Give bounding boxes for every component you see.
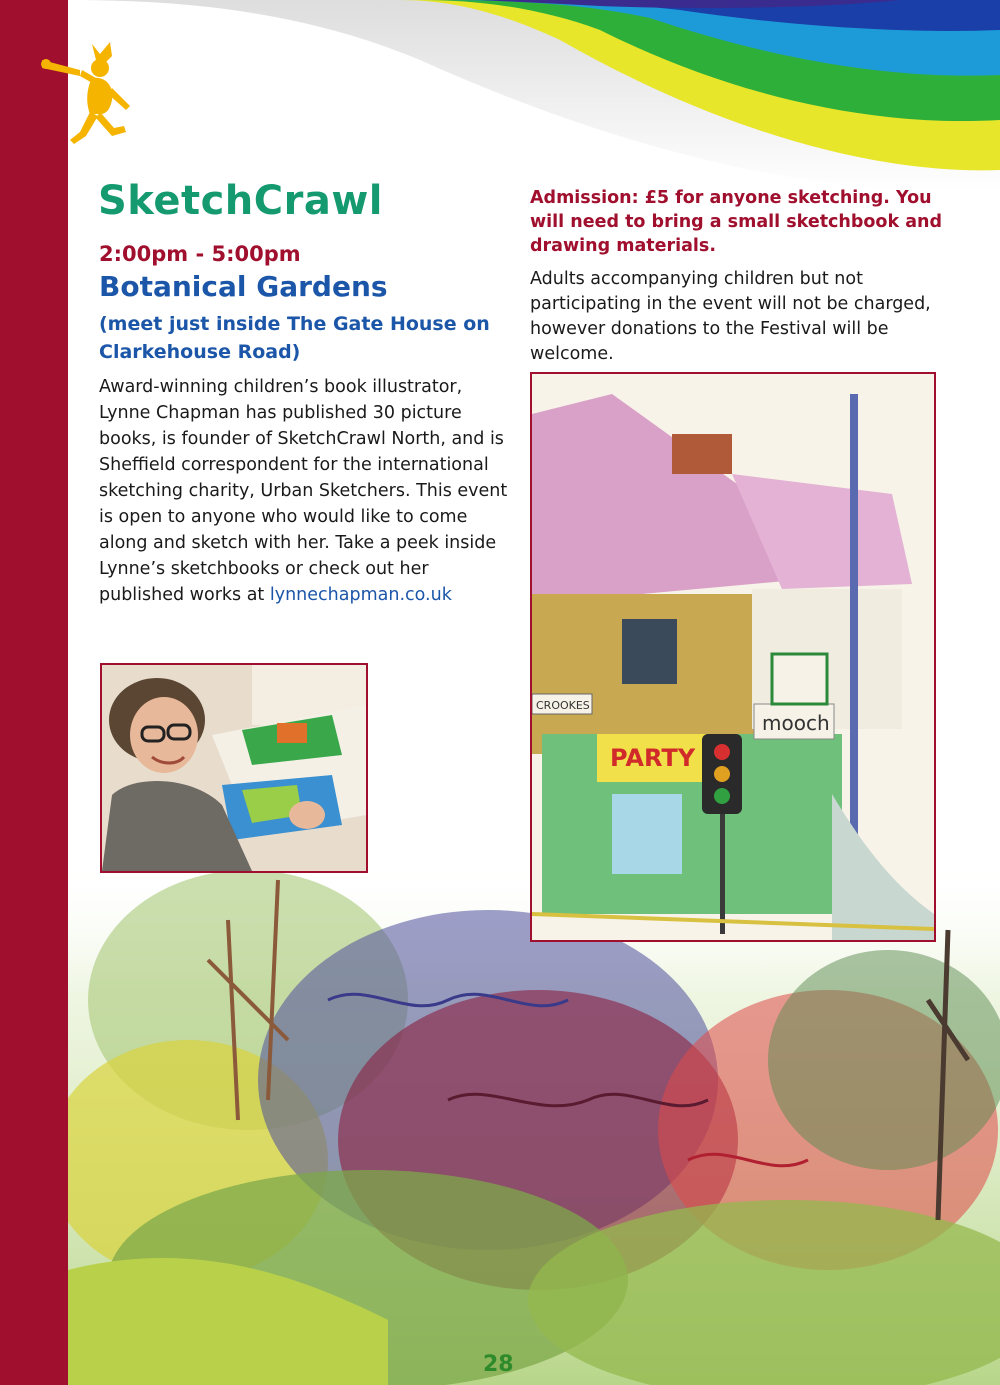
event-title: SketchCrawl	[98, 178, 384, 224]
website-link[interactable]: lynnechapman.co.uk	[269, 585, 452, 605]
admission-info: Admission: £5 for anyone sketching. You will need to bring a small sketchbook and drawing materials.	[530, 188, 942, 256]
illustrator-photo-image	[102, 665, 366, 871]
event-description	[99, 374, 509, 608]
pied-piper-trumpet-icon	[40, 40, 145, 150]
left-sidebar-bar	[0, 0, 68, 1385]
street-sign-text: CROOKES	[536, 699, 590, 712]
illustrator-photo	[100, 663, 368, 873]
rainbow-waves-header	[0, 0, 1000, 190]
shop-sign-text: mooch	[762, 711, 830, 735]
page-number: 28	[483, 1352, 514, 1377]
adults-note: Adults accompanying children but not participating in the event will not be charged, however donations to the Festival will be welcome.	[530, 269, 931, 364]
street-sketch-image	[532, 374, 934, 940]
event-venue: Botanical Gardens	[99, 270, 388, 303]
street-sketch-illustration	[530, 372, 936, 942]
venue-note: (meet just inside The Gate House on Clarkehouse Road)	[99, 313, 490, 363]
description-text: Award-winning children’s book illustrator, Lynne Chapman has published 30 picture books, is founder of SketchCrawl North, and is Sheffield correspondent for the international sketching charity, Urban Sketchers. This event is open to anyone who would like to come along and sketch with her. Take a peek inside Lynne’s sketchbooks or check out her published works at	[99, 377, 508, 605]
event-time: 2:00pm - 5:00pm	[99, 242, 301, 266]
party-sign-text: PARTY	[610, 744, 696, 772]
